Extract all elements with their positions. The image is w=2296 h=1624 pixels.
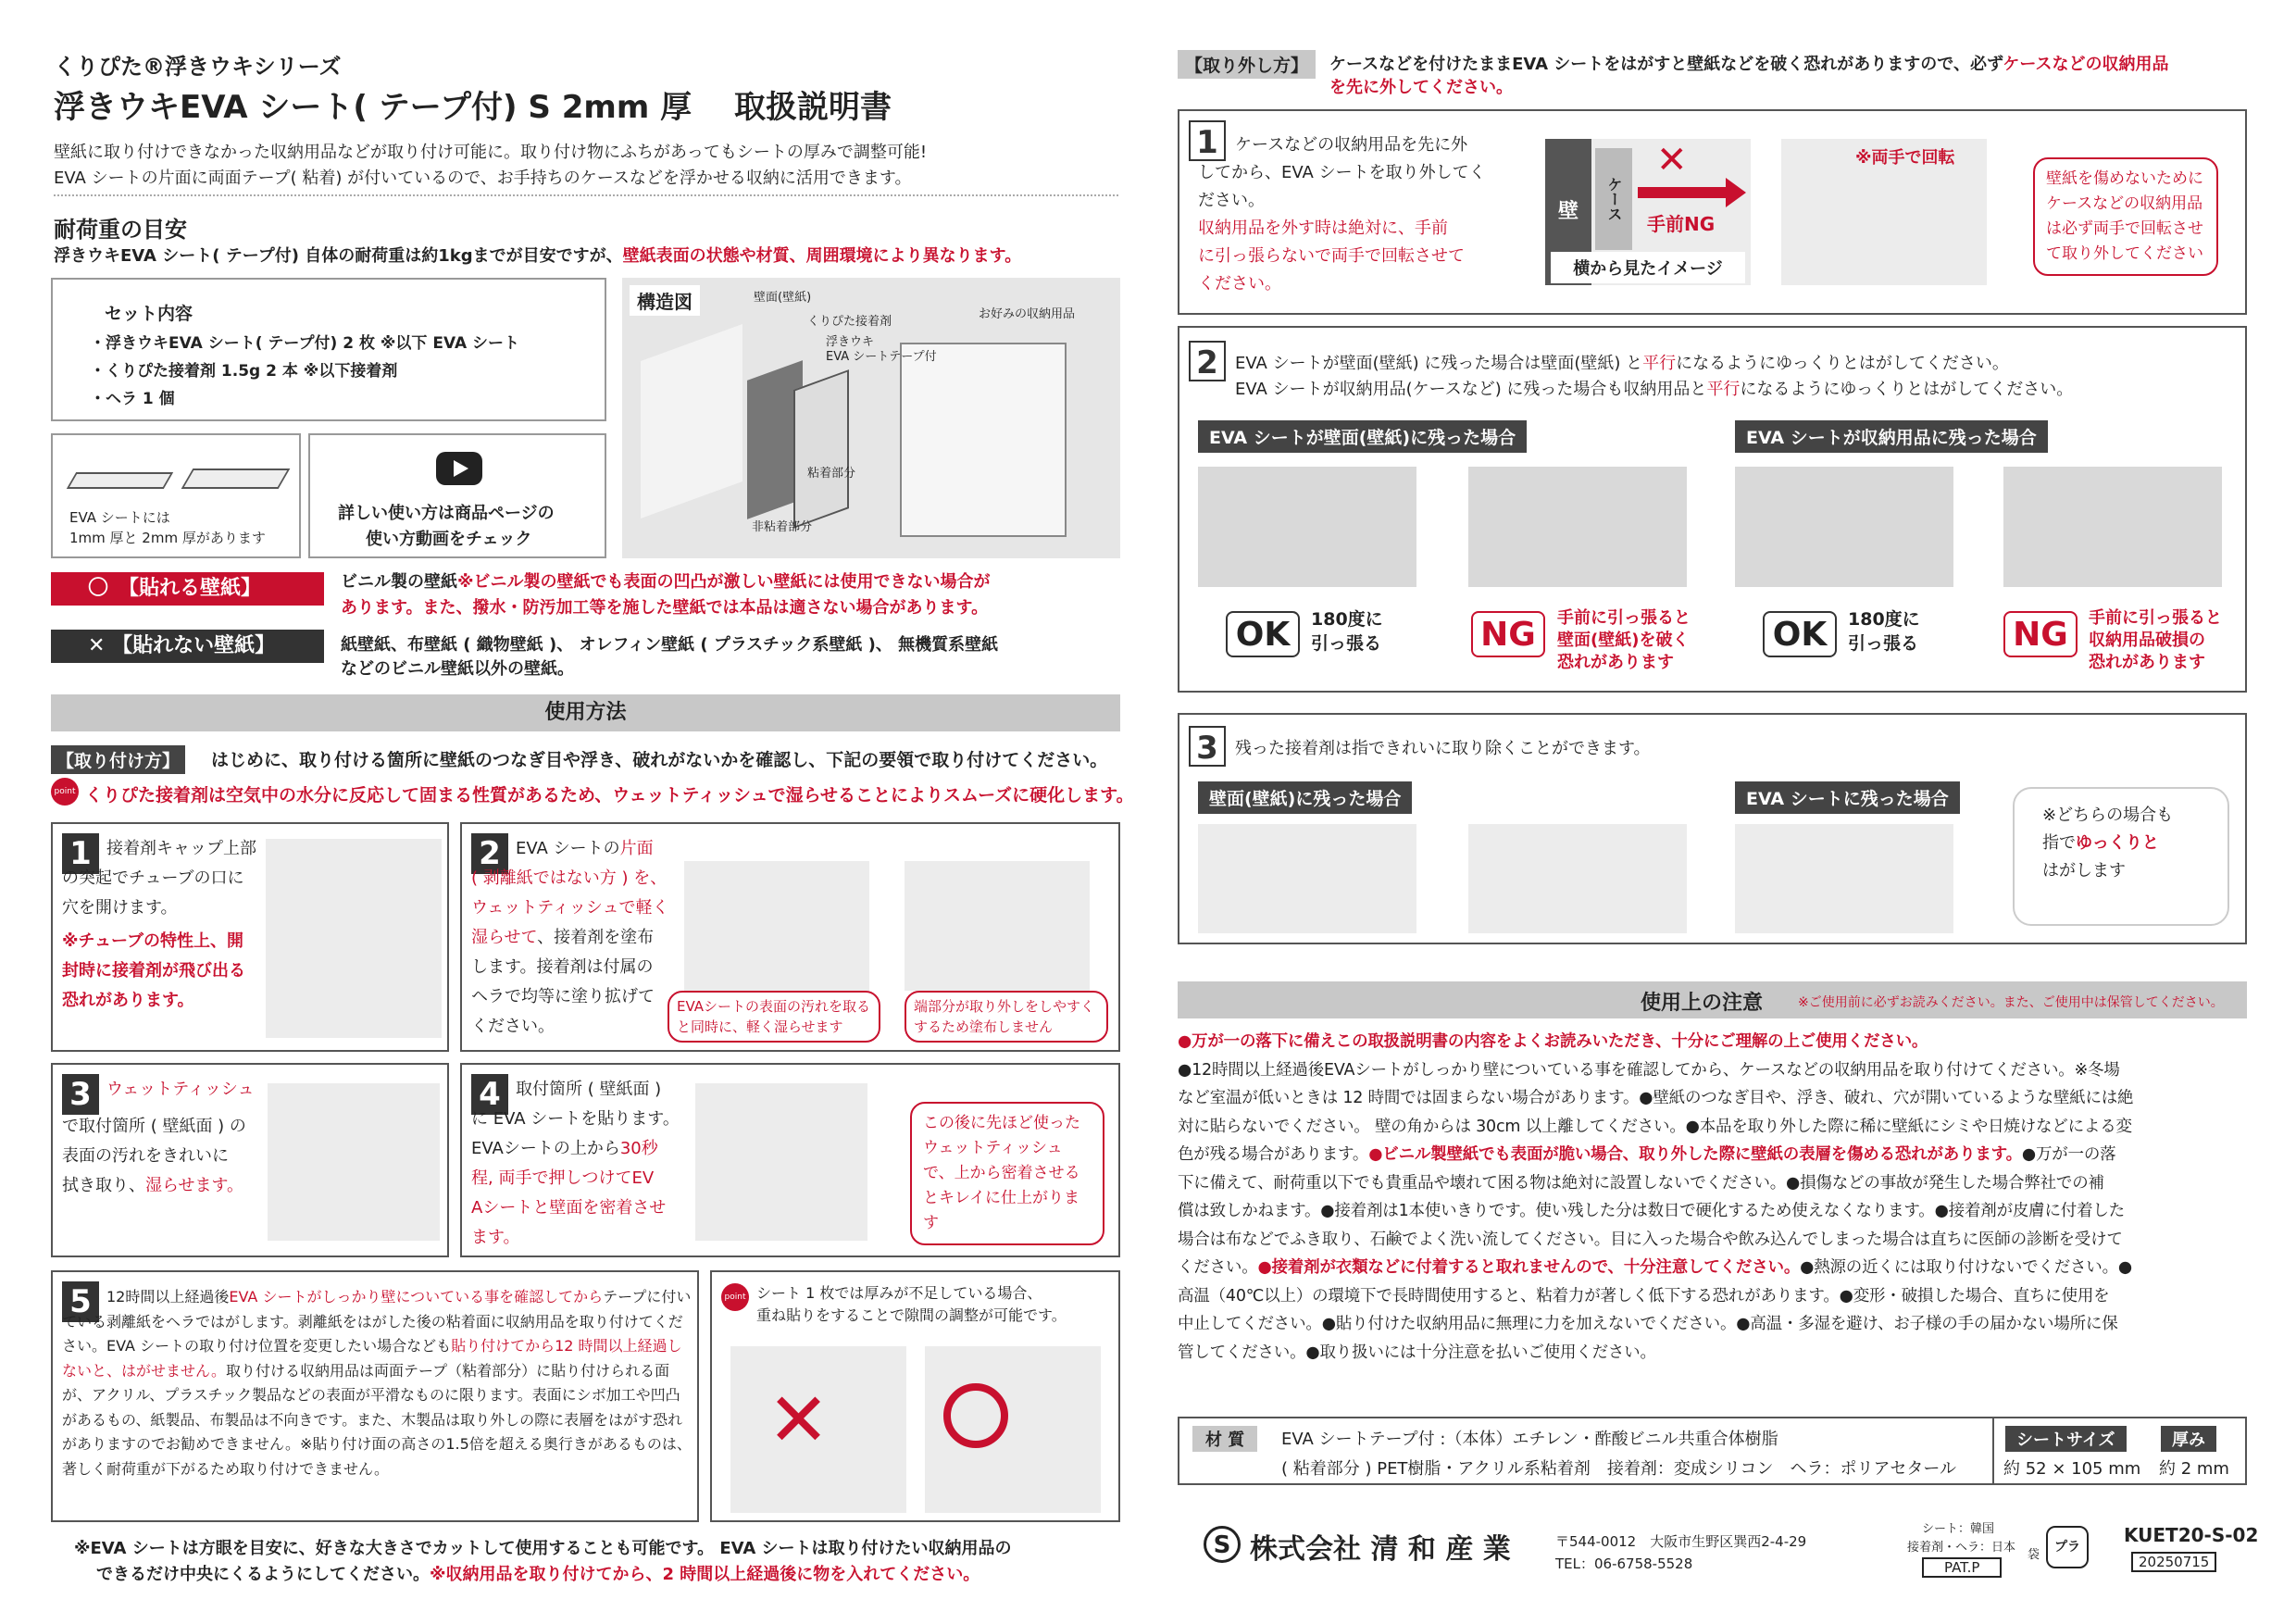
label-sticky: 粘着部分 (807, 467, 856, 481)
company-tel: TEL：06-6758-5528 (1555, 1555, 1693, 1572)
intro-line-1: 壁紙に取り付けできなかった収納用品などが取り付け可能に。取り付け物にふちがあってもシートの厚みで調整可能! (54, 143, 928, 162)
print-date: 20250715 (2131, 1552, 2216, 1572)
point-text: くりぴた接着剤は空気中の水分に反応して固まる性質があるため、ウェットティッシュで湿らせることによりスムーズに硬化します。 (85, 785, 1134, 806)
step-4-line: EVAシートの上から30秒 (471, 1139, 658, 1158)
label-uki: 浮きウキ (826, 335, 875, 349)
load-heading: 耐荷重の目安 (54, 217, 187, 243)
wall-ok-text-1: ビニル製の壁紙※ビニル製の壁紙でも表面の凹凸が激しい壁紙には使用できない場合が (341, 572, 991, 592)
step-3-line: で取付箇所 ( 壁紙面 ) の (62, 1117, 246, 1136)
removal-step-2 (1178, 326, 2247, 693)
removal-step-3-number: 3 (1189, 726, 1226, 767)
wall-ng-label: ✕ 【貼れない壁紙】 (51, 630, 324, 663)
removal-step-1-number: 1 (1189, 120, 1226, 161)
removal-text: ケースなどを付けたままEVA シートをはがすと壁紙などを破く恐れがありますので、必ずケースなどの収納用品 (1329, 55, 2169, 74)
ok-text: 180度に 引っ張る (1848, 609, 1920, 654)
step-5-number: 5 (62, 1281, 99, 1322)
wipe-wall-photo (268, 1083, 440, 1241)
label-adhesive: くりぴた接着剤 (807, 315, 892, 329)
thickness-box (51, 433, 301, 558)
structure-title: 構造図 (630, 285, 700, 316)
r3-tag-right: EVA シートに残った場合 (1735, 781, 1960, 814)
company-address: 〒544-0012 大阪市生野区巽西2-4-29 (1555, 1533, 1807, 1550)
removal-step-1 (1178, 109, 2247, 315)
structure-diagram (622, 278, 1120, 558)
bag-label: 袋 (2028, 1548, 2040, 1562)
r1-line: ださい。 (1198, 191, 1265, 210)
step-2-line: ください。 (471, 1017, 555, 1036)
pull-arrow-icon (1638, 187, 1730, 198)
r1-line: ケースなどの収納用品を先に外 (1235, 135, 1468, 155)
circle-mark-icon (943, 1383, 1008, 1448)
step-1-line: の突起でチューブの口に (62, 868, 244, 888)
footnote-2: できるだけ中央にくるようにしてください。※収納用品を取り付けてから、2 時間以上経過後に物を入れてください。 (96, 1565, 980, 1584)
wall-ng-text-1: 紙壁紙、布壁紙 ( 織物壁紙 )、 オレフィン壁紙 ( プラスチック系壁紙 )、 無機質系壁紙 (341, 635, 999, 655)
wipe-sheet-photo (684, 861, 869, 991)
step-4-line: 程, 両手で押しつけてEV (471, 1168, 655, 1188)
step-1-number: 1 (62, 833, 99, 874)
attach-text: はじめに、取り付ける箇所に壁紙のつなぎ目や浮き、破れがないかを確認し、下記の要領で取り付けてください。 (211, 750, 1108, 770)
step-5-panel (51, 1270, 699, 1522)
series-name: くりぴた®浮きウキシリーズ (54, 54, 342, 80)
point-icon: point (721, 1283, 749, 1311)
r1-warning: 収納用品を外す時は絶対に、手前 (1198, 219, 1448, 238)
wall-panel (641, 324, 742, 518)
wall-ng-photo (1468, 467, 1687, 587)
step-4-note: この後に先ほど使ったウェットティッシュで、上から密着させるとキレイに仕上がります (910, 1102, 1104, 1245)
origin-adhesive: 接着剤・ヘラ：日本 (1907, 1541, 2016, 1555)
ng-text-right: 手前に引っ張ると 収納用品破損の 恐れがあります (2089, 608, 2222, 672)
step-1-line: 穴を開けます。 (62, 898, 178, 918)
step-2-note-1: EVAシートの表面の汚れを取ると同時に、軽く湿らせます (668, 991, 880, 1043)
r3-note: ※どちらの場合も 指でゆっくりと はがします (2013, 787, 2229, 926)
step-4-line: Aシートと壁面を密着させ (471, 1198, 667, 1218)
thickness-text-2: 1mm 厚と 2mm 厚があります (69, 530, 266, 546)
ng-badge: NG (1471, 611, 1545, 657)
footnote-1: ※EVA シートは方眼を目安に、好きな大きさでカットして使用することも可能です。 EVA シートは取り付けたい収納用品の (74, 1539, 1012, 1558)
step-2-line: ( 剥離紙ではない方 ) を、 (471, 868, 668, 888)
thickness-value: 約 2 mm (2159, 1459, 2229, 1479)
caution-title: 使用上の注意 (1641, 992, 1764, 1015)
label-eva: EVA シートテープ付 (826, 350, 937, 364)
storage-box (900, 343, 1067, 537)
case-label: ケース (1595, 148, 1632, 250)
ok-badge: OK (1226, 611, 1300, 657)
ng-cross-icon: ✕ (1656, 139, 1688, 181)
size-label: シートサイズ (2005, 1426, 2127, 1452)
wall-adhesive-photo (1198, 824, 1416, 933)
set-item: ・ヘラ 1 個 (90, 390, 175, 408)
product-code: KUET20-S-02 (2124, 1524, 2259, 1546)
ok-text: 180度に 引っ張る (1311, 609, 1383, 654)
side-view-diagram (1545, 139, 1751, 285)
case-ok-photo (1735, 467, 1953, 587)
step-1-warning: 恐れがあります。 (62, 991, 194, 1010)
r3-text: 残った接着剤は指できれいに取り除くことができます。 (1235, 739, 1651, 758)
sheet-adhesive-photo (1735, 824, 1953, 933)
wall-label: 壁 (1545, 139, 1591, 285)
step-4-number: 4 (471, 1074, 508, 1115)
caution-bar (1178, 981, 2247, 1018)
size-value: 約 52 × 105 mm (2003, 1459, 2141, 1479)
rotate-photo (1781, 139, 1987, 285)
step-2-line: 湿らせて、接着剤を塗布 (471, 928, 655, 947)
video-text-2: 使い方動画をチェック (366, 530, 532, 549)
point-2-text-2: 重ね貼りをすることで隙間の調整が可能です。 (756, 1306, 1067, 1324)
step-3-line: 表面の汚れをきれいに (62, 1146, 229, 1166)
r1-warning: ください。 (1198, 274, 1281, 294)
set-item: ・浮きウキEVA シート( テープ付) 2 枚 ※以下 EVA シート (90, 334, 520, 353)
label-storage: お好みの収納用品 (979, 307, 1076, 321)
step-2-line: します。接着剤は付属の (471, 957, 654, 977)
r2-tag-left: EVA シートが壁面(壁紙)に残った場合 (1198, 420, 1527, 453)
press-sheet-photo (695, 1083, 867, 1241)
attach-tag: 【取り付け方】 (51, 745, 185, 774)
ok-badge: OK (1763, 611, 1837, 657)
r2-line-2: EVA シートが収納用品(ケースなど) に残った場合も収納用品と平行になるようにゆっくりとはがしてください。 (1235, 380, 2074, 399)
step-4-line: ます。 (471, 1228, 520, 1247)
r1-line: してから、EVA シートを取り外してく (1198, 163, 1486, 182)
material-line-2: ( 粘着部分 ) PET樹脂・アクリル系粘着剤 接着剤：変成シリコン ヘラ：ポリアセタール (1281, 1459, 1956, 1479)
wall-ok-photo (1198, 467, 1416, 587)
step-2-panel (460, 822, 1120, 1052)
removal-tag: 【取り外し方】 (1178, 50, 1316, 79)
step-4-panel (460, 1063, 1120, 1257)
eva-sheet (793, 369, 849, 529)
step-4-line: 取付箇所 ( 壁紙面 ) (516, 1080, 662, 1099)
pull-arrow-head-icon (1726, 178, 1746, 207)
load-text: 浮きウキEVA シート( テープ付) 自体の耐荷重は約1kgまでが目安ですが、壁紙表面の状態や材質、周囲環境により異なります。 (54, 246, 1022, 266)
step-3-number: 3 (62, 1074, 99, 1115)
usage-bar: 使用方法 (51, 694, 1120, 731)
wall-ok-text-2: あります。また、撥水・防汚加工等を施した壁紙では本品は適さない場合があります。 (341, 598, 989, 618)
step-2-note-2: 端部分が取り外しをしやすくするため塗布しません (905, 991, 1108, 1043)
rotate-label: ※両手で回転 (1855, 148, 1955, 168)
step-3-panel (51, 1063, 449, 1257)
r1-note: 壁紙を傷めないためにケースなどの収納用品は必ず両手で回転させて取り外してください (2033, 157, 2218, 276)
point-2-panel (710, 1270, 1120, 1522)
removal-text-2: を先に外してください。 (1329, 78, 1513, 97)
size-divider (1992, 1418, 1994, 1483)
apply-adhesive-photo (905, 861, 1090, 991)
thickness-label: 厚み (2161, 1426, 2216, 1452)
play-icon[interactable] (436, 452, 482, 485)
material-line-1: EVA シートテープ付 :（本体）エチレン・酢酸ビニル共重合体樹脂 (1281, 1430, 1778, 1449)
side-view-caption: 横から見たイメージ (1551, 252, 1745, 283)
company-name: 株式会社 清 和 産 業 (1250, 1533, 1511, 1566)
caution-body: ●万が一の落下に備えこの取扱説明書の内容をよくお読みいただき、十分にご理解の上ご使用ください。 ●12時間以上経過後EVAシートがしっかり壁についている事を確認してから、ケースなどの収納用品を取り付けてください。※冬場 など室温が低いときは 12 時間では固まらない場合があります。●壁紙のつなぎ目や、浮き、破れ、穴が開いているような壁紙には絶 対に貼らないでください。 壁の角からは 30cm 以上離してください。●本品を取り外した際に稀に壁紙にシミや日焼けなどによる変 色が残る場合があります。●ビニル製壁紙でも表面が脆い場合、取り外した際に壁紙の表層を傷める恐れがあります。●万が一の落 下に備えて、耐荷重以下でも貴重品や壊れて困る物は絶対に設置しないでください。●損傷などの事故が発生した場合弊社での補 償は致しかねます。●接着剤は1本使いきりです。使い残した分は数日で硬化するため使えなくなります。●接着剤が皮膚に付着した 場合は布などでふき取り、石鹸でよく洗い流してください。目に入った場合や飲み込んでしまった場合は直ちに医師の診断を受けて ください。●接着剤が衣類などに付着すると取れませんので、十分注意してください。●熱源の近くには取り付けないでください。● 高温（40℃以上）の環境下で長時間使用すると、粘着力が著しく低下する恐れがあります。●変形・破損した場合、直ちに使用を 中止してください。●貼り付けた収納用品に無理に力を加えないでください。●高温・多湿を避け、お子様の手の届かない場所に保 管してください。●取り扱いには十分注意を払いご使用ください。 (1178, 1032, 2134, 1362)
thickness-text-1: EVA シートには (69, 509, 170, 526)
r2-tag-right: EVA シートが収納用品に残った場合 (1735, 420, 2048, 453)
step-1-line: 接着剤キャップ上部 (106, 839, 256, 858)
set-item: ・くりぴた接着剤 1.5g 2 本 ※以下接着剤 (90, 362, 398, 381)
step-2-number: 2 (471, 833, 508, 874)
material-box (1178, 1417, 2247, 1485)
step-5-text: 12時間以上経過後EVA シートがしっかり壁についている事を確認してからテープに付いている剥離紙をヘラではがします。剥離紙をはがした後の粘着面に収納用品を取り付けてください。EVA シートの取り付け位置を変更したい場合なども貼り付けてから12 時間以上経過しないと、はがせません。取り付ける収納用品は両面テープ（粘着部分）に貼り付けられる面が、アクリル、プラスチック製品などの表面が平滑なものに限ります。表面にシボ加工や凹凸があるもの、紙製品、布製品は不向きです。また、木製品は取り外しの際に表層をはがす恐れがありますのでお勧めできません。※貼り付け面の高さの1.5倍を超える奥行きがあるものは、著しく耐荷重が下がるため取り付けできません。 (62, 1288, 692, 1478)
dotted-divider (54, 194, 1118, 196)
step-4-line: に EVA シートを貼ります。 (471, 1109, 680, 1129)
step-3-line: 拭き取り、湿らせます。 (62, 1176, 244, 1195)
step-1-warning: ※チューブの特性上、開 (62, 931, 244, 951)
step-1-panel (51, 822, 449, 1052)
step-2-line: ウェットティッシュで軽く (471, 898, 669, 918)
step-3-line: ウェットティッシュ (106, 1080, 255, 1099)
label-non-sticky: 非粘着部分 (752, 520, 813, 534)
material-label: 材 質 (1192, 1426, 1257, 1452)
page-title: 浮きウキEVA シート( テープ付) S 2mm 厚 取扱説明書 (54, 89, 892, 126)
r1-warning: に引っ張らないで両手で回転させて (1198, 246, 1465, 266)
cross-mark-icon: ✕ (767, 1377, 830, 1463)
set-title: セット内容 (105, 304, 193, 324)
step-2-line: ヘラで均等に塗り拡げて (471, 987, 655, 1006)
ng-badge: NG (2003, 611, 2078, 657)
point-icon: point (51, 778, 79, 806)
origin-sheet: シート：韓国 (1922, 1522, 1995, 1536)
point-2-text-1: シート 1 枚では厚みが不足している場合、 (756, 1284, 1042, 1302)
caution-subtitle: ※ご使用前に必ずお読みください。また、ご使用中は保管してください。 (1798, 995, 2224, 1010)
case-ng-photo (2003, 467, 2222, 587)
set-contents-box (51, 278, 606, 421)
tube-photo (266, 839, 442, 1038)
ng-label: 手前NG (1647, 213, 1716, 235)
wall-ok-label: 〇 【貼れる壁紙】 (51, 572, 324, 606)
video-box[interactable] (308, 433, 606, 558)
sheet-2mm-image (181, 468, 291, 489)
removal-step-2-number: 2 (1189, 341, 1226, 381)
r2-line-1: EVA シートが壁面(壁紙) に残った場合は壁面(壁紙) と平行になるようにゆっくりとはがしてください。 (1235, 354, 2009, 373)
sheet-1mm-image (67, 472, 173, 489)
step-1-warning: 封時に接着剤が飛び出る (62, 961, 245, 981)
wall-ng-text-2: などのビニル壁紙以外の壁紙。 (341, 659, 574, 679)
pat-label: PAT.P (1922, 1557, 2002, 1578)
ng-text-left: 手前に引っ張ると 壁面(壁紙)を破く 恐れがあります (1557, 608, 1691, 672)
pla-recycle-icon: プラ (2046, 1526, 2089, 1568)
wall-adhesive-photo-2 (1468, 824, 1687, 933)
removal-step-3 (1178, 713, 2247, 944)
label-wall: 壁面(壁紙) (754, 291, 812, 305)
company-logo: S (1204, 1526, 1241, 1563)
video-text-1: 詳しい使い方は商品ページの (338, 504, 555, 523)
intro-line-2: EVA シートの片面に両面テープ( 粘着) が付いているので、お手持ちのケースなどを浮かせる収納に活用できます。 (54, 169, 912, 188)
step-2-line: EVA シートの片面 (516, 839, 654, 858)
r3-tag-left: 壁面(壁紙)に残った場合 (1198, 781, 1412, 814)
